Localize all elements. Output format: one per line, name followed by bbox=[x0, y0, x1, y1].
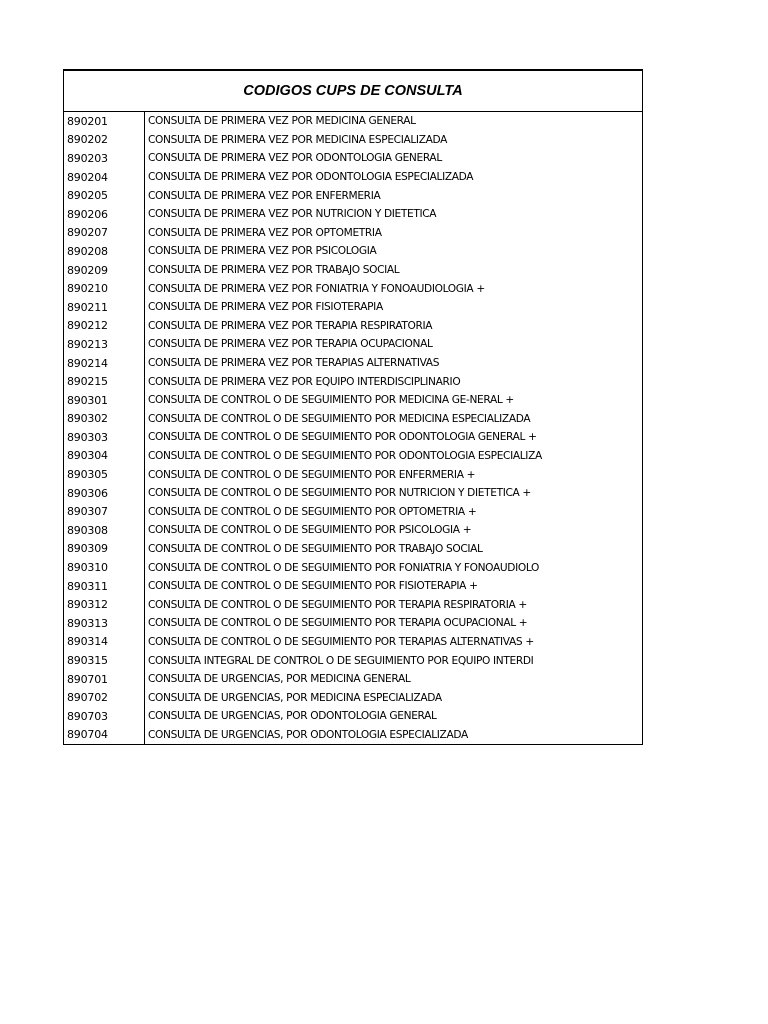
cups-description-cell: CONSULTA DE CONTROL O DE SEGUIMIENTO POR MEDICINA ESPECIALIZADA bbox=[148, 412, 531, 425]
table-row bbox=[64, 205, 642, 224]
table-row bbox=[64, 428, 642, 447]
table-row bbox=[64, 372, 642, 391]
table-row bbox=[64, 540, 642, 559]
cups-code-cell: 890202 bbox=[64, 131, 145, 150]
cups-description-cell: CONSULTA DE PRIMERA VEZ POR TRABAJO SOCIAL bbox=[148, 264, 400, 277]
table-row bbox=[64, 410, 642, 429]
table-row bbox=[64, 688, 642, 707]
table-row bbox=[64, 484, 642, 503]
table-row bbox=[64, 168, 642, 187]
cups-code-cell: 890210 bbox=[64, 279, 145, 298]
cups-description-cell: CONSULTA DE CONTROL O DE SEGUIMIENTO POR ENFERMERIA + bbox=[148, 468, 476, 481]
cups-code-cell: 890315 bbox=[64, 651, 145, 670]
cups-description-cell: CONSULTA DE CONTROL O DE SEGUIMIENTO POR TERAPIAS ALTERNATIVAS + bbox=[148, 635, 534, 648]
cups-code-cell: 890701 bbox=[64, 670, 145, 689]
cups-code-cell: 890209 bbox=[64, 261, 145, 280]
table-row bbox=[64, 335, 642, 354]
cups-description-cell: CONSULTA DE URGENCIAS, POR ODONTOLOGIA ESPECIALIZADA bbox=[148, 728, 468, 741]
cups-code-cell: 890309 bbox=[64, 540, 145, 559]
cups-code-cell: 890301 bbox=[64, 391, 145, 410]
table-row bbox=[64, 391, 642, 410]
table-row bbox=[64, 149, 642, 168]
cups-description-cell: CONSULTA DE PRIMERA VEZ POR TERAPIA OCUPACIONAL bbox=[148, 338, 433, 351]
cups-code-cell: 890310 bbox=[64, 558, 145, 577]
cups-description-cell: CONSULTA DE PRIMERA VEZ POR MEDICINA ESPECIALIZADA bbox=[148, 133, 448, 146]
cups-description-cell: CONSULTA DE CONTROL O DE SEGUIMIENTO POR TERAPIA OCUPACIONAL + bbox=[148, 617, 528, 630]
table-row bbox=[64, 633, 642, 652]
cups-description-cell: CONSULTA DE CONTROL O DE SEGUIMIENTO POR FISIOTERAPIA + bbox=[148, 580, 478, 593]
cups-code-cell: 890203 bbox=[64, 149, 145, 168]
cups-code-cell: 890702 bbox=[64, 688, 145, 707]
cups-description-cell: CONSULTA DE CONTROL O DE SEGUIMIENTO POR PSICOLOGIA + bbox=[148, 524, 472, 537]
cups-description-cell: CONSULTA DE CONTROL O DE SEGUIMIENTO POR MEDICINA GE-NERAL + bbox=[148, 394, 514, 407]
table-title: CODIGOS CUPS DE CONSULTA bbox=[64, 71, 642, 112]
cups-code-cell: 890313 bbox=[64, 614, 145, 633]
cups-code-cell: 890206 bbox=[64, 205, 145, 224]
cups-code-cell: 890703 bbox=[64, 707, 145, 726]
table-row bbox=[64, 447, 642, 466]
cups-code-cell: 890311 bbox=[64, 577, 145, 596]
cups-code-cell: 890305 bbox=[64, 465, 145, 484]
cups-description-cell: CONSULTA DE PRIMERA VEZ POR TERAPIAS ALTERNATIVAS bbox=[148, 357, 440, 370]
cups-description-cell: CONSULTA DE PRIMERA VEZ POR FONIATRIA Y FONOAUDIOLOGIA + bbox=[148, 282, 485, 295]
cups-description-cell: CONSULTA DE CONTROL O DE SEGUIMIENTO POR TRABAJO SOCIAL bbox=[148, 542, 483, 555]
cups-code-cell: 890308 bbox=[64, 521, 145, 540]
cups-code-cell: 890306 bbox=[64, 484, 145, 503]
cups-description-cell: CONSULTA DE PRIMERA VEZ POR FISIOTERAPIA bbox=[148, 301, 383, 314]
cups-description-cell: CONSULTA DE PRIMERA VEZ POR NUTRICION Y DIETETICA bbox=[148, 208, 437, 221]
table-row bbox=[64, 279, 642, 298]
cups-code-cell: 890303 bbox=[64, 428, 145, 447]
cups-code-cell: 890213 bbox=[64, 335, 145, 354]
cups-description-cell: CONSULTA DE URGENCIAS, POR ODONTOLOGIA GENERAL bbox=[148, 710, 437, 723]
table-row bbox=[64, 595, 642, 614]
cups-description-cell: CONSULTA DE PRIMERA VEZ POR EQUIPO INTERDISCIPLINARIO bbox=[148, 375, 461, 388]
table-row bbox=[64, 521, 642, 540]
cups-description-cell: CONSULTA DE PRIMERA VEZ POR TERAPIA RESPIRATORIA bbox=[148, 319, 433, 332]
cups-description-cell: CONSULTA DE PRIMERA VEZ POR PSICOLOGIA bbox=[148, 245, 377, 258]
cups-description-cell: CONSULTA DE CONTROL O DE SEGUIMIENTO POR NUTRICION Y DIETETICA + bbox=[148, 487, 531, 500]
table-row bbox=[64, 354, 642, 373]
table-body bbox=[64, 112, 642, 744]
cups-code-cell: 890304 bbox=[64, 447, 145, 466]
cups-table bbox=[63, 69, 643, 745]
cups-description-cell: CONSULTA DE CONTROL O DE SEGUIMIENTO POR OPTOMETRIA + bbox=[148, 505, 477, 518]
cups-description-cell: CONSULTA DE PRIMERA VEZ POR ENFERMERIA bbox=[148, 189, 381, 202]
table-row bbox=[64, 577, 642, 596]
table-row bbox=[64, 651, 642, 670]
cups-code-cell: 890215 bbox=[64, 372, 145, 391]
cups-description-cell: CONSULTA DE PRIMERA VEZ POR OPTOMETRIA bbox=[148, 226, 382, 239]
table-row bbox=[64, 614, 642, 633]
cups-code-cell: 890704 bbox=[64, 726, 145, 745]
table-row bbox=[64, 186, 642, 205]
cups-description-cell: CONSULTA DE CONTROL O DE SEGUIMIENTO POR TERAPIA RESPIRATORIA + bbox=[148, 598, 527, 611]
table-row bbox=[64, 261, 642, 280]
table-row bbox=[64, 131, 642, 150]
cups-code-cell: 890208 bbox=[64, 242, 145, 261]
cups-description-cell: CONSULTA DE PRIMERA VEZ POR ODONTOLOGIA GENERAL bbox=[148, 152, 442, 165]
cups-description-cell: CONSULTA DE URGENCIAS, POR MEDICINA ESPECIALIZADA bbox=[148, 691, 442, 704]
cups-code-cell: 890211 bbox=[64, 298, 145, 317]
cups-description-cell: CONSULTA INTEGRAL DE CONTROL O DE SEGUIMIENTO POR EQUIPO INTERDI bbox=[148, 654, 534, 667]
cups-code-cell: 890312 bbox=[64, 595, 145, 614]
cups-code-cell: 890201 bbox=[64, 112, 145, 131]
cups-code-cell: 890205 bbox=[64, 186, 145, 205]
cups-code-cell: 890314 bbox=[64, 633, 145, 652]
table-row bbox=[64, 502, 642, 521]
table-row bbox=[64, 112, 642, 131]
table-row bbox=[64, 465, 642, 484]
cups-description-cell: CONSULTA DE PRIMERA VEZ POR MEDICINA GENERAL bbox=[148, 115, 416, 128]
table-row bbox=[64, 558, 642, 577]
table-row bbox=[64, 317, 642, 336]
cups-code-cell: 890204 bbox=[64, 168, 145, 187]
cups-description-cell: CONSULTA DE URGENCIAS, POR MEDICINA GENERAL bbox=[148, 673, 411, 686]
table-row bbox=[64, 298, 642, 317]
cups-description-cell: CONSULTA DE PRIMERA VEZ POR ODONTOLOGIA ESPECIALIZADA bbox=[148, 171, 474, 184]
table-row bbox=[64, 670, 642, 689]
cups-description-cell: CONSULTA DE CONTROL O DE SEGUIMIENTO POR ODONTOLOGIA GENERAL + bbox=[148, 431, 537, 444]
cups-code-cell: 890212 bbox=[64, 317, 145, 336]
table-row bbox=[64, 242, 642, 261]
cups-code-cell: 890307 bbox=[64, 502, 145, 521]
cups-description-cell: CONSULTA DE CONTROL O DE SEGUIMIENTO POR ODONTOLOGIA ESPECIALIZA bbox=[148, 449, 542, 462]
cups-description-cell: CONSULTA DE CONTROL O DE SEGUIMIENTO POR FONIATRIA Y FONOAUDIOLO bbox=[148, 561, 540, 574]
table-row bbox=[64, 707, 642, 726]
cups-code-cell: 890214 bbox=[64, 354, 145, 373]
table-row bbox=[64, 224, 642, 243]
cups-code-cell: 890207 bbox=[64, 224, 145, 243]
cups-code-cell: 890302 bbox=[64, 410, 145, 429]
table-row bbox=[64, 726, 642, 745]
